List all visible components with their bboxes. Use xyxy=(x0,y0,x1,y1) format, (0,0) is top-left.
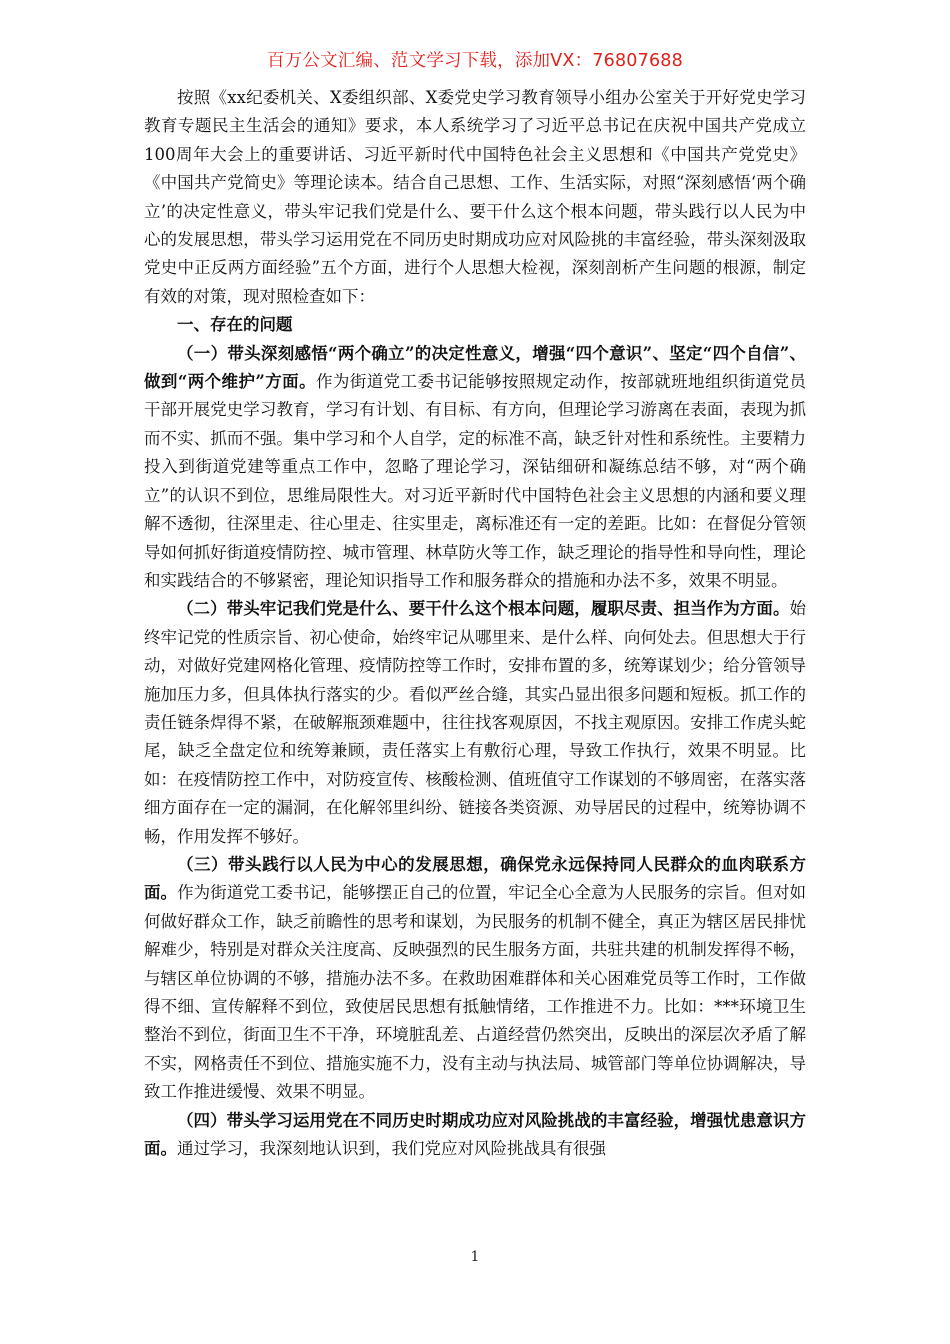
section-heading: 一、存在的问题 xyxy=(177,315,293,335)
paragraph-body: 始终牢记党的性质宗旨、初心使命，始终牢记从哪里来、是什么样、向何处去。但思想大于行动，对做好党建网格化管理、疫情防控等工作时，安排布置的多，统筹谋划少；给分管领导施加压力多，但具体执行落实的少。看似严丝合缝，其实凸显出很多问题和短板。抓工作的责任链条焊得不紧，在破解瓶颈难题中，往往找客观原因，不找主观原因。安排工作虎头蛇尾，缺乏全盘定位和统筹兼顾，责任落实上有敷衍心理，导致工作执行，效果不明显。比如：在疫情防控工作中，对防疫宣传、核酸检测、值班值守工作谋划的不够周密，在落实落细方面存在一定的漏洞，在化解邻里纠纷、链接各类资源、劝导居民的过程中，统筹协调不畅，作用发挥不够好。 xyxy=(144,599,806,846)
paragraph-body: 作为街道党工委书记能够按照规定动作，按部就班地组织街道党员干部开展党史学习教育，学习有计划、有目标、有方向，但理论学习游离在表面，表现为抓而不实、抓而不强。集中学习和个人自学，定的标准不高，缺乏针对性和系统性。主要精力投入到街道党建等重点工作中，忽略了理论学习，深钻细研和凝练总结不够，对“两个确立”的认识不到位，思维局限性大。对习近平新时代中国特色社会主义思想的内涵和要义理解不透彻，往深里走、往心里走、往实里走，离标准还有一定的差距。比如：在督促分管领导如何抓好街道疫情防控、城市管理、林草防火等工作，缺乏理论的指导性和导向性，理论和实践结合的不够紧密，理论知识指导工作和服务群众的措施和办法不多，效果不明显。 xyxy=(144,372,806,590)
paragraph-lead: （一）带头深刻感悟“两个确立”的决定性意义，增强“四个意识”、坚定“四个自信”、做到“两个维护”方面。 xyxy=(144,343,806,392)
problem-paragraph-1 xyxy=(144,340,806,596)
problem-paragraph-3 xyxy=(144,851,806,1107)
intro-paragraph: 按照《xx纪委机关、X委组织部、X委党史学习教育领导小组办公室关于开好党史学习教育专题民主生活会的通知》要求，本人系统学习了习近平总书记在庆祝中国共产党成立100周年大会上的重要讲话、习近平新时代中国特色社会主义思想和《中国共产党党史》《中国共产党简史》等理论读本。结合自己思想、工作、生活实际，对照“深刻感悟‘两个确立’的决定性意义，带头牢记我们党是什么、要干什么这个根本问题，带头践行以人民为中心的发展思想，带头学习运用党在不同历史时期成功应对风险挑的丰富经验，带头深刻汲取党史中正反两方面经验”五个方面，进行个人思想大检视，深刻剖析产生问题的根源，制定有效的对策，现对照检查如下： xyxy=(144,88,806,306)
paragraph-lead: （三）带头践行以人民为中心的发展思想，确保党永远保持同人民群众的血肉联系方面。 xyxy=(144,854,806,903)
download-banner: 百万公文汇编、范文学习下载，添加VX：76807688 xyxy=(267,51,683,71)
paragraph-body: 作为街道党工委书记，能够摆正自己的位置，牢记全心全意为人民服务的宗旨。但对如何做好群众工作，缺乏前瞻性的思考和谋划，为民服务的机制不健全，真正为辖区居民排忧解难少，特别是对群众关注度高、反映强烈的民生服务方面，共驻共建的机制发挥得不畅，与辖区单位协调的不够，措施办法不多。在救助困难群体和关心困难党员等工作时，工作做得不细、宣传解释不到位，致使居民思想有抵触情绪，工作推进不力。比如：***环境卫生整治不到位，街面卫生不干净，环境脏乱差、占道经营仍然突出，反映出的深层次矛盾了解不实，网格责任不到位、措施实施不力，没有主动与执法局、城管部门等单位协调解决，导致工作推进缓慢、效果不明显。 xyxy=(144,883,807,1102)
problem-paragraph-4 xyxy=(144,1107,806,1164)
paragraph-lead: （四）带头学习运用党在不同历史时期成功应对风险挑战的丰富经验，增强忧患意识方面。 xyxy=(144,1110,806,1159)
page-number: 1 xyxy=(470,1249,480,1265)
document-body xyxy=(144,84,806,1163)
paragraph-body: 通过学习，我深刻地认识到，我们党应对风险挑战具有很强 xyxy=(177,1139,606,1159)
problem-paragraph-2 xyxy=(144,595,806,851)
paragraph-lead: （二）带头牢记我们党是什么、要干什么这个根本问题，履职尽责、担当作为方面。 xyxy=(177,599,790,619)
